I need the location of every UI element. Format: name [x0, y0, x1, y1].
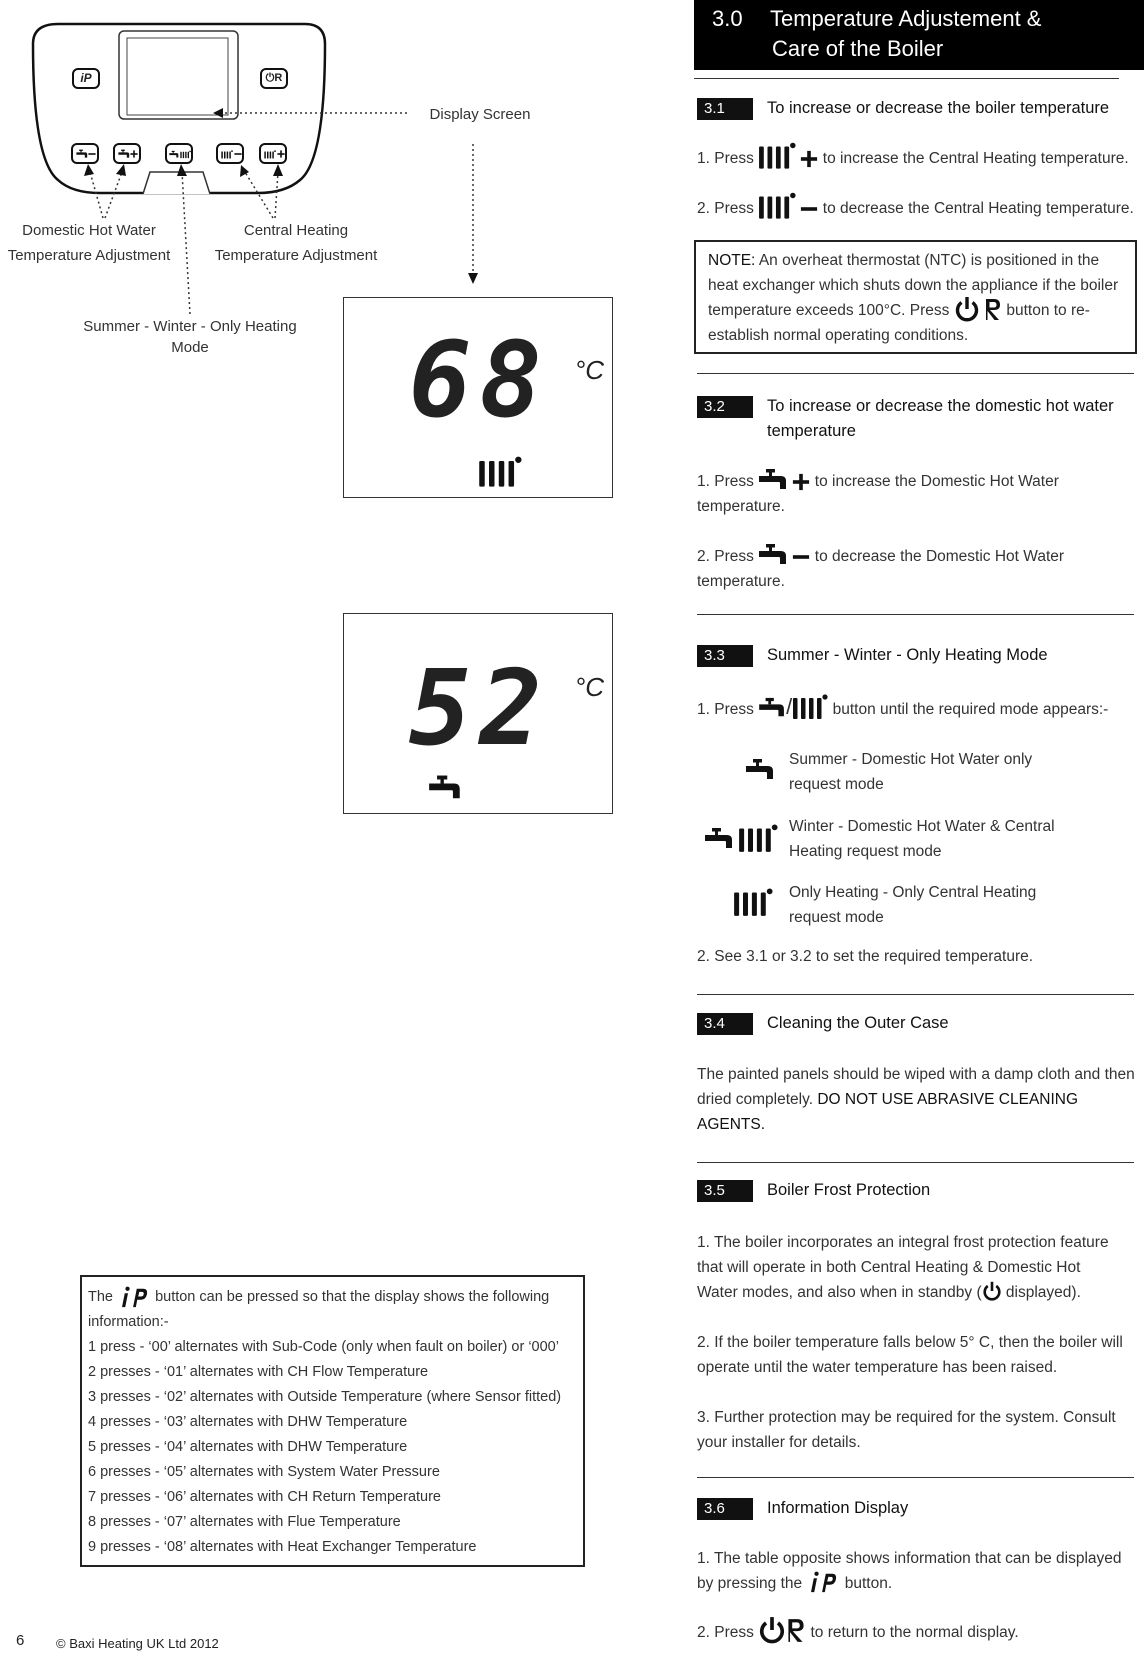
step-ch-decrease: 2. Press to decrease the Central Heating temperature. — [697, 196, 1134, 221]
chapter-number: 3.0 — [712, 6, 743, 31]
section-number: 3.2 — [697, 396, 753, 418]
information-display-box — [80, 1275, 585, 1567]
dhw-plus-button[interactable] — [113, 143, 141, 164]
step-dhw-decrease: 2. Press to decrease the Domestic Hot Water temperature. — [697, 544, 1064, 594]
power-icon — [758, 1616, 786, 1644]
ch-minus-button[interactable] — [216, 143, 244, 164]
dhw-label-line1: Domestic Hot Water — [22, 222, 156, 239]
step-see-sections: 2. See 3.1 or 3.2 to set the required temperature. — [697, 948, 1034, 965]
info-button[interactable] — [72, 68, 100, 89]
ch-label-line2: Temperature Adjustment — [214, 247, 378, 264]
winter-mode-radiator-icon — [738, 824, 778, 853]
chapter-title-line2: Care of the Boiler — [772, 36, 944, 61]
copyright: © Baxi Heating UK Ltd 2012 — [56, 1636, 219, 1651]
radiator-icon — [758, 142, 796, 170]
minus-icon — [792, 548, 810, 566]
ch-label-line1: Central Heating — [243, 222, 349, 239]
note-label: NOTE: — [708, 252, 756, 269]
divider — [697, 1477, 1134, 1478]
dhw-minus-button[interactable] — [71, 143, 99, 164]
divider — [697, 994, 1134, 995]
minus-icon — [234, 150, 242, 158]
summer-mode-tap-icon — [745, 758, 775, 782]
section-title: Information Display — [767, 1499, 909, 1517]
lcd-temperature-value: 68 — [408, 319, 550, 441]
section-title: To increase or decrease the boiler temperature — [767, 99, 1110, 117]
dhw-adjustment-label — [0, 218, 178, 268]
display-screen-label: Display Screen — [429, 106, 531, 123]
info-line: 9 presses - ‘08’ alternates with Heat Exchanger Temperature — [88, 1539, 477, 1555]
step-dhw-increase: 1. Press to increase the Domestic Hot Water temperature. — [697, 469, 1059, 519]
plus-icon — [792, 473, 810, 491]
r-icon — [786, 1617, 806, 1643]
radiator-icon — [792, 694, 828, 720]
divider — [697, 1162, 1134, 1163]
minus-icon — [88, 150, 96, 158]
reset-button[interactable] — [260, 68, 288, 89]
mode-button[interactable] — [165, 143, 193, 164]
lcd-display-hot-water — [343, 613, 613, 814]
power-icon — [954, 296, 980, 322]
section-title: Summer - Winter - Only Heating Mode — [767, 646, 1048, 664]
page-number: 6 — [16, 1632, 25, 1649]
r-icon — [984, 297, 1002, 321]
ch-plus-button[interactable] — [259, 143, 287, 164]
info-intro: The button can be pressed so that the display shows the following — [88, 1285, 577, 1310]
step-mode-select: 1. Press / button until the required mode appears:- — [697, 694, 1109, 719]
only-heating-mode-text: Only Heating - Only Central Heating request mode — [789, 884, 1037, 926]
chapter-header — [694, 0, 1144, 70]
section-title: To increase or decrease the domestic hot water temperature — [767, 397, 1114, 440]
section-title: Boiler Frost Protection — [767, 1181, 931, 1199]
info-line: 4 presses - ‘03’ alternates with DHW Temperature — [88, 1414, 408, 1430]
mode-label-line1: Summer - Winter - Only Heating — [83, 318, 297, 335]
section-title: Cleaning the Outer Case — [767, 1014, 949, 1032]
info-line: 5 presses - ‘04’ alternates with DHW Temperature — [88, 1439, 408, 1455]
tap-icon — [758, 697, 786, 719]
winter-mode-text: Winter - Domestic Hot Water & Central Heating request mode — [789, 818, 1055, 860]
section-number: 3.6 — [697, 1498, 753, 1520]
reset-button-label: ⏻R — [265, 72, 283, 84]
info-line: 6 presses - ‘05’ alternates with System Water Pressure — [88, 1464, 440, 1480]
info-button-label: iP — [80, 71, 92, 85]
divider — [697, 614, 1134, 615]
tap-icon — [758, 468, 788, 492]
info-line: 2 presses - ‘01’ alternates with CH Flow Temperature — [88, 1364, 429, 1380]
mode-label-line2: Mode — [171, 339, 209, 356]
plus-icon — [130, 150, 138, 158]
info-line: 1 press - ‘00’ alternates with Sub-Code (only when fault on boiler) or ‘000’ — [88, 1339, 559, 1355]
ch-adjustment-label — [206, 218, 386, 268]
section-number: 3.5 — [697, 1180, 753, 1202]
ip-icon — [117, 1285, 151, 1309]
only-heating-radiator-icon — [733, 888, 773, 917]
info-display-text: 1. The table opposite shows information that can be displayed by pressing the button. — [697, 1550, 1122, 1592]
section-number: 3.1 — [697, 98, 753, 120]
cleaning-text: The painted panels should be wiped with a damp cloth and then dried completely. DO NOT USE ABRASIVE CLEANING AGENTS. — [697, 1062, 1137, 1137]
info-lines — [88, 1335, 577, 1560]
info-line: 3 presses - ‘02’ alternates with Outside Temperature (where Sensor fitted) — [88, 1389, 562, 1405]
minus-icon — [800, 200, 818, 218]
radiator-icon — [758, 192, 796, 220]
tap-icon — [758, 543, 788, 567]
radiator-icon — [221, 150, 233, 159]
section-number: 3.3 — [697, 645, 753, 667]
radiator-icon — [264, 150, 276, 159]
divider — [694, 78, 1119, 79]
chapter-title-line1: Temperature Adjustement & — [770, 6, 1042, 31]
note-box: NOTE: An overheat thermostat (NTC) is positioned in the heat exchanger which shuts down the appliance if the boiler temperature exceeds 100°C. Press button to re- establish normal operating conditions. — [694, 240, 1137, 354]
tap-icon — [118, 149, 130, 159]
lcd-temperature-value: 52 — [408, 647, 550, 769]
radiator-icon — [478, 456, 522, 488]
info-line: 8 presses - ‘07’ alternates with Flue Temperature — [88, 1514, 401, 1530]
info-line: 7 presses - ‘06’ alternates with CH Return Temperature — [88, 1489, 441, 1505]
lcd-unit: °C — [574, 672, 604, 702]
winter-mode-tap-icon — [704, 827, 734, 851]
warning-text: DO NOT USE ABRASIVE CLEANING — [817, 1091, 1079, 1108]
plus-icon — [277, 150, 285, 158]
plus-icon — [800, 150, 818, 168]
info-intro-line2: information:- — [88, 1314, 169, 1330]
divider — [697, 373, 1134, 374]
lcd-unit: °C — [574, 355, 604, 385]
dhw-label-line2: Temperature Adjustment — [7, 247, 171, 264]
section-number: 3.4 — [697, 1013, 753, 1035]
mode-label — [70, 316, 310, 358]
tap-icon — [428, 774, 462, 802]
tap-icon — [76, 149, 88, 159]
frost-protection-text: 1. The boiler incorporates an integral frost protection feature that will operate in both Central Heating & Domestic Hot Water modes, and also when in standby ( displayed). 2. If the boiler temperature falls below 5° C, then the boiler will operate until the water temperature has been raised. 3. Further protection may be required for the system. Consult your installer for details. — [697, 1234, 1123, 1451]
summer-mode-text: Summer - Domestic Hot Water only request mode — [789, 751, 1033, 793]
radiator-icon — [180, 150, 191, 159]
lcd-display-heating — [343, 297, 613, 498]
power-icon — [982, 1281, 1002, 1301]
tap-icon — [169, 150, 179, 159]
step-ch-increase: 1. Press to increase the Central Heating temperature. — [697, 146, 1129, 171]
ip-icon — [806, 1570, 840, 1594]
warning-text: AGENTS. — [697, 1116, 766, 1133]
return-display-step: 2. Press to return to the normal display. — [697, 1620, 1019, 1645]
